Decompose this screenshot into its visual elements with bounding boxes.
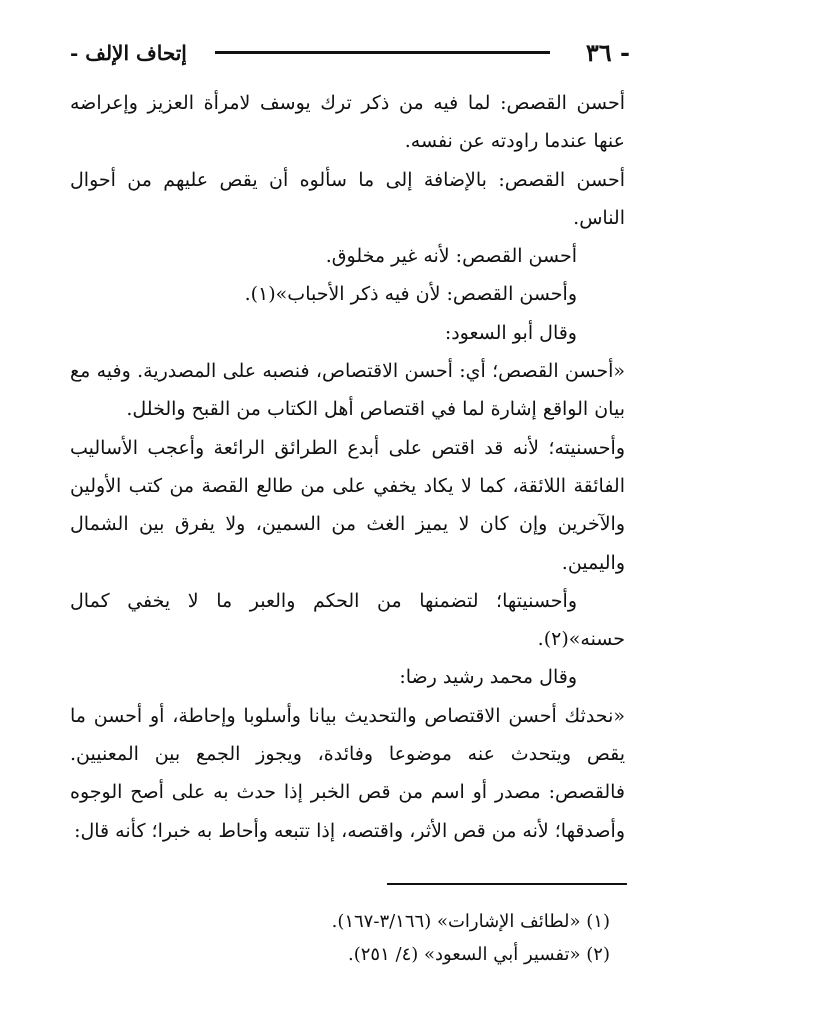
paragraph: «أحسن القصص؛ أي: أحسن الاقتصاص، فنصبه على المصدرية. وفيه مع بيان الواقع إشارة لما في اقتصاص أهل الكتاب من القبح والخلل. [70, 360, 625, 421]
page-header [70, 38, 630, 72]
paragraph: «نحدثك أحسن الاقتصاص والتحديث بيانا وأسلوبا وإحاطة، أو أحسن ما يقص ويتحدث عنه موضوعا وفائدة، ويجوز الجمع بين المعنيين. فالقصص: مصدر أو اسم من قص الخبر إذا حدث به على أصح الوجوه وأصدقها؛ لأنه من قص الأثر، واقتصه، إذا تتبعه وأحاط به خبرا؛ كأنه قال: [70, 704, 625, 842]
paragraph: وأحسنيته؛ لأنه قد اقتص على أبدع الطرائق الرائعة وأعجب الأساليب الفائقة اللائقة، كما لا يكاد يخفي على من طالع القصة من كتب الأولين والآخرين وإن كان لا يميز الغث من السمين، ولا يفرق بين الشمال واليمين. [70, 436, 625, 574]
paragraph: أحسن القصص: لأنه غير مخلوق. [325, 245, 577, 268]
page-number: - ٣٦ [585, 38, 630, 67]
paragraph: وأحسن القصص: لأن فيه ذكر الأحباب»(١). [244, 283, 577, 306]
footnotes [70, 905, 610, 971]
paragraph: وقال محمد رشيد رضا: [399, 666, 577, 689]
book-title: إتحاف الإلف - [70, 41, 187, 65]
footnote: (٢) «تفسير أبي السعود» (٤/ ٢٥١). [348, 944, 610, 965]
footnote: (١) «لطائف الإشارات» (٣/١٦٦-١٦٧). [331, 911, 610, 932]
paragraph: أحسن القصص: لما فيه من ذكر ترك يوسف لامرأة العزيز وإعراضه عنها عندما راودته عن نفسه. [70, 92, 625, 153]
header-rule [215, 51, 550, 54]
paragraph: وأحسنيتها؛ لتضمنها من الحكم والعبر ما لا يخفي كمال حسنه»(٢). [70, 589, 625, 651]
body-text [70, 84, 625, 850]
paragraph: أحسن القصص: بالإضافة إلى ما سألوه أن يقص عليهم من أحوال الناس. [70, 168, 625, 229]
footnote-separator [387, 883, 627, 885]
paragraph: وقال أبو السعود: [444, 321, 577, 344]
